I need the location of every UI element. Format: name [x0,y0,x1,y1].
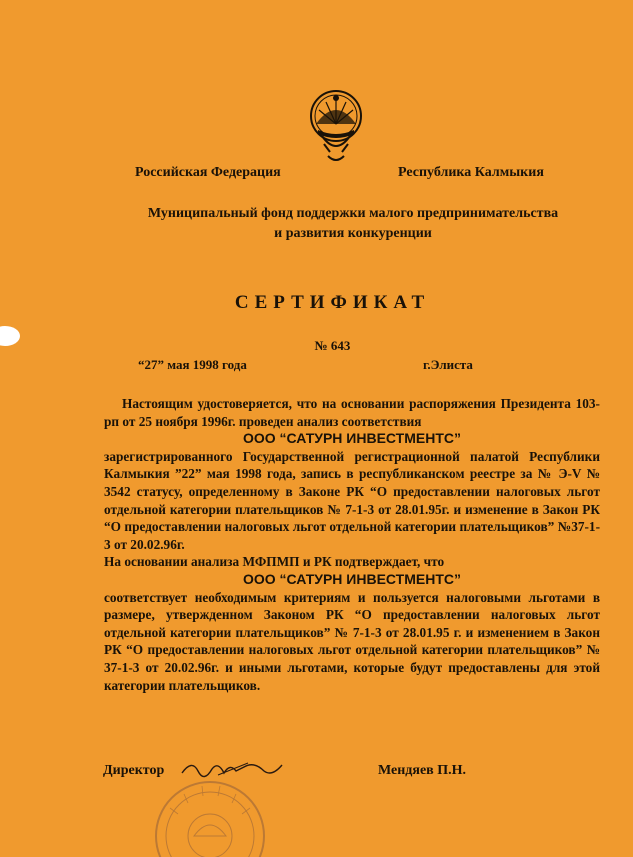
company-name-repeat: ООО “САТУРН ИНВЕСТМЕНТС” [242,570,462,587]
body-paragraph-registration: зарегистрированного Государственной регистрационной палатой Республики Калмыкия ”22” мая 1998 года, запись в республиканском реестре за № Э-V № 3542 статусу, определенному в Законе РК “О предоставлении налоговых льгот отдельной категории плательщиков № 7-1-3 от 28.01.95г. и изменение в Закон РК “О предоставлении налоговых льгот отдельной категории плательщиков” №37-1-3 от 20.02.96г. [104,448,600,552]
kalmykia-emblem-icon [304,86,368,170]
director-name: Мендяев П.Н. [378,763,467,778]
certificate-date: “27” мая 1998 года [138,357,247,372]
organization-name-line2: и развития конкуренции [274,226,432,241]
country-label: Российская Федерация [135,165,281,180]
certificate-title: СЕРТИФИКАТ [234,292,431,313]
certificate-number: № 643 [314,338,351,353]
body-paragraph-intro: Настоящим удостоверяется, что на основании распоряжения Президента 103-рп от 25 ноября 1996г. проведен анализ соответствия [104,396,600,429]
director-title: Директор [103,763,165,778]
republic-label: Республика Калмыкия [398,165,544,180]
certificate-city: г.Элиста [423,357,473,372]
company-name: ООО “САТУРН ИНВЕСТМЕНТС” [242,430,462,447]
organization-name-line1: Муниципальный фонд поддержки малого предпринимательства [147,206,559,221]
certificate-body [104,395,600,694]
body-paragraph-confirmation: На основании анализа МФПМП и РК подтверждает, что [104,554,445,570]
body-paragraph-benefits: соответствует необходимым критериям и пользуется налоговыми льготами в размере, утвержденном Законом РК “О предоставлении налоговых льгот отдельной категории плательщиков” № 7-1-3 от 28.01.95 г. и изменением в Закон РК “О предоставлении налоговых льгот отдельной категории плательщиков” № 37-1-3 от 20.02.96г. и иными льготами, которые будут предоставлены для этой категории плательщиков. [104,589,600,693]
round-stamp-seal [150,778,270,857]
